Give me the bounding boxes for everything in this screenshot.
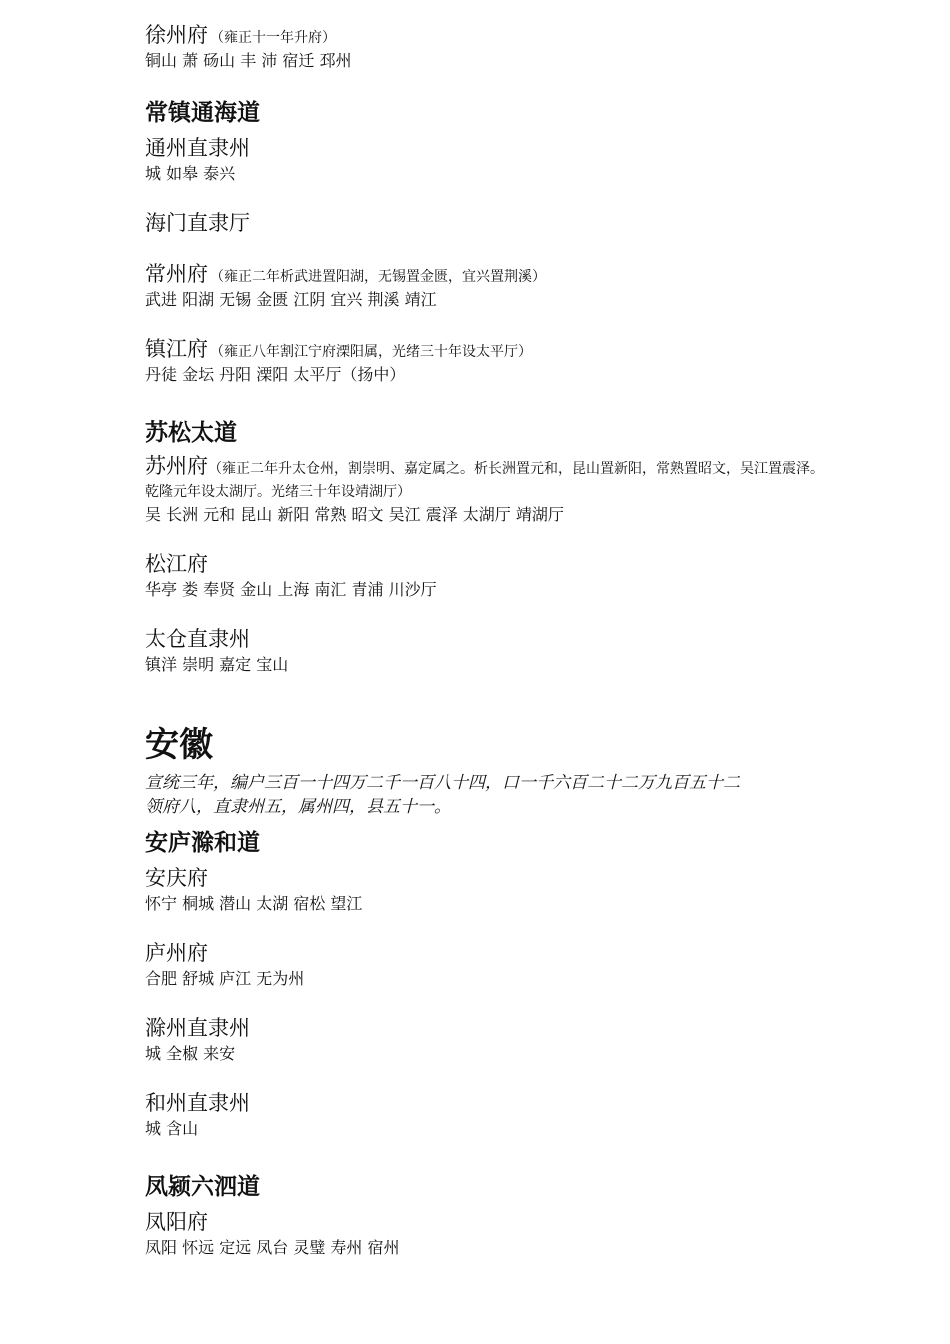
prefecture-name: 太仓直隶州: [145, 627, 250, 651]
prefecture-note: （雍正八年割江宁府溧阳属，光绪三十年设太平厅）: [210, 344, 532, 360]
circuit-heading: 常镇通海道: [145, 99, 260, 126]
prefecture-name: 镇江府: [145, 337, 208, 361]
prefecture-note: （雍正二年升太仓州，割崇明、嘉定属之。析长洲置元和，昆山置新阳，常熟置昭文，吴江置震泽。乾隆元年设太湖厅。光绪三十年设靖湖厅）: [145, 461, 824, 500]
circuit-heading: 安庐滁和道: [145, 829, 260, 856]
prefecture-name: 滁州直隶州: [145, 1016, 250, 1040]
county-list: 城 含山: [145, 1119, 199, 1138]
prefecture-name: 海门直隶厅: [145, 211, 250, 235]
prefecture-entry: [145, 626, 825, 677]
prefecture-entry: [145, 1090, 825, 1141]
prefecture-name: 和州直隶州: [145, 1091, 250, 1115]
prefecture-name: 徐州府: [145, 23, 208, 47]
county-list: 凤阳 怀远 定远 凤台 灵璧 寿州 宿州: [145, 1238, 400, 1257]
prefecture-name: 常州府: [145, 262, 208, 286]
prefecture-name: 松江府: [145, 552, 208, 576]
prefecture-name: 凤阳府: [145, 1210, 208, 1234]
prefecture-entry: [145, 1015, 825, 1066]
prefecture-name: 通州直隶州: [145, 136, 250, 160]
prefecture-name: 苏州府: [145, 454, 208, 478]
prefecture-name: 庐州府: [145, 941, 208, 965]
prefecture-entry: [145, 336, 825, 387]
prefecture-entry: [145, 261, 825, 312]
province-heading: 安徽: [145, 725, 213, 765]
prefecture-entry: [145, 865, 825, 916]
county-list: 华亭 娄 奉贤 金山 上海 南汇 青浦 川沙厅: [145, 580, 437, 599]
circuit-heading: 凤颍六泗道: [145, 1173, 260, 1200]
county-list: 丹徒 金坛 丹阳 溧阳 太平厅（扬中）: [145, 365, 406, 384]
county-list: 铜山 萧 砀山 丰 沛 宿迁 邳州: [145, 51, 352, 70]
prefecture-note: （雍正十一年升府）: [210, 30, 336, 46]
prefecture-entry: [145, 551, 825, 602]
prefecture-entry: [145, 940, 825, 991]
prefecture-name: 安庆府: [145, 866, 208, 890]
prefecture-note: （雍正二年析武进置阳湖，无锡置金匮，宜兴置荆溪）: [210, 269, 546, 285]
prefecture-entry: [145, 22, 825, 73]
prefecture-entry: [145, 1209, 825, 1260]
document-body: [145, 22, 825, 1260]
county-list: 武进 阳湖 无锡 金匮 江阴 宜兴 荆溪 靖江: [145, 290, 437, 309]
prefecture-entry: [145, 455, 825, 527]
county-list: 镇洋 崇明 嘉定 宝山: [145, 655, 289, 674]
province-stats-line-1: 宣统三年，编户三百一十四万二千一百八十四，口一千六百二十二万九百五十二: [145, 773, 740, 793]
county-list: 怀宁 桐城 潜山 太湖 宿松 望江: [145, 894, 363, 913]
province-stats-line-2: 领府八，直隶州五，属州四，县五十一。: [145, 797, 451, 817]
county-list: 城 全椒 来安: [145, 1044, 236, 1063]
county-list: 吴 长洲 元和 昆山 新阳 常熟 昭文 吴江 震泽 太湖厅 靖湖厅: [145, 505, 564, 524]
prefecture-entry: [145, 210, 825, 237]
county-list: 合肥 舒城 庐江 无为州: [145, 969, 305, 988]
prefecture-entry: [145, 135, 825, 186]
circuit-heading: 苏松太道: [145, 419, 237, 446]
county-list: 城 如皋 泰兴: [145, 164, 236, 183]
